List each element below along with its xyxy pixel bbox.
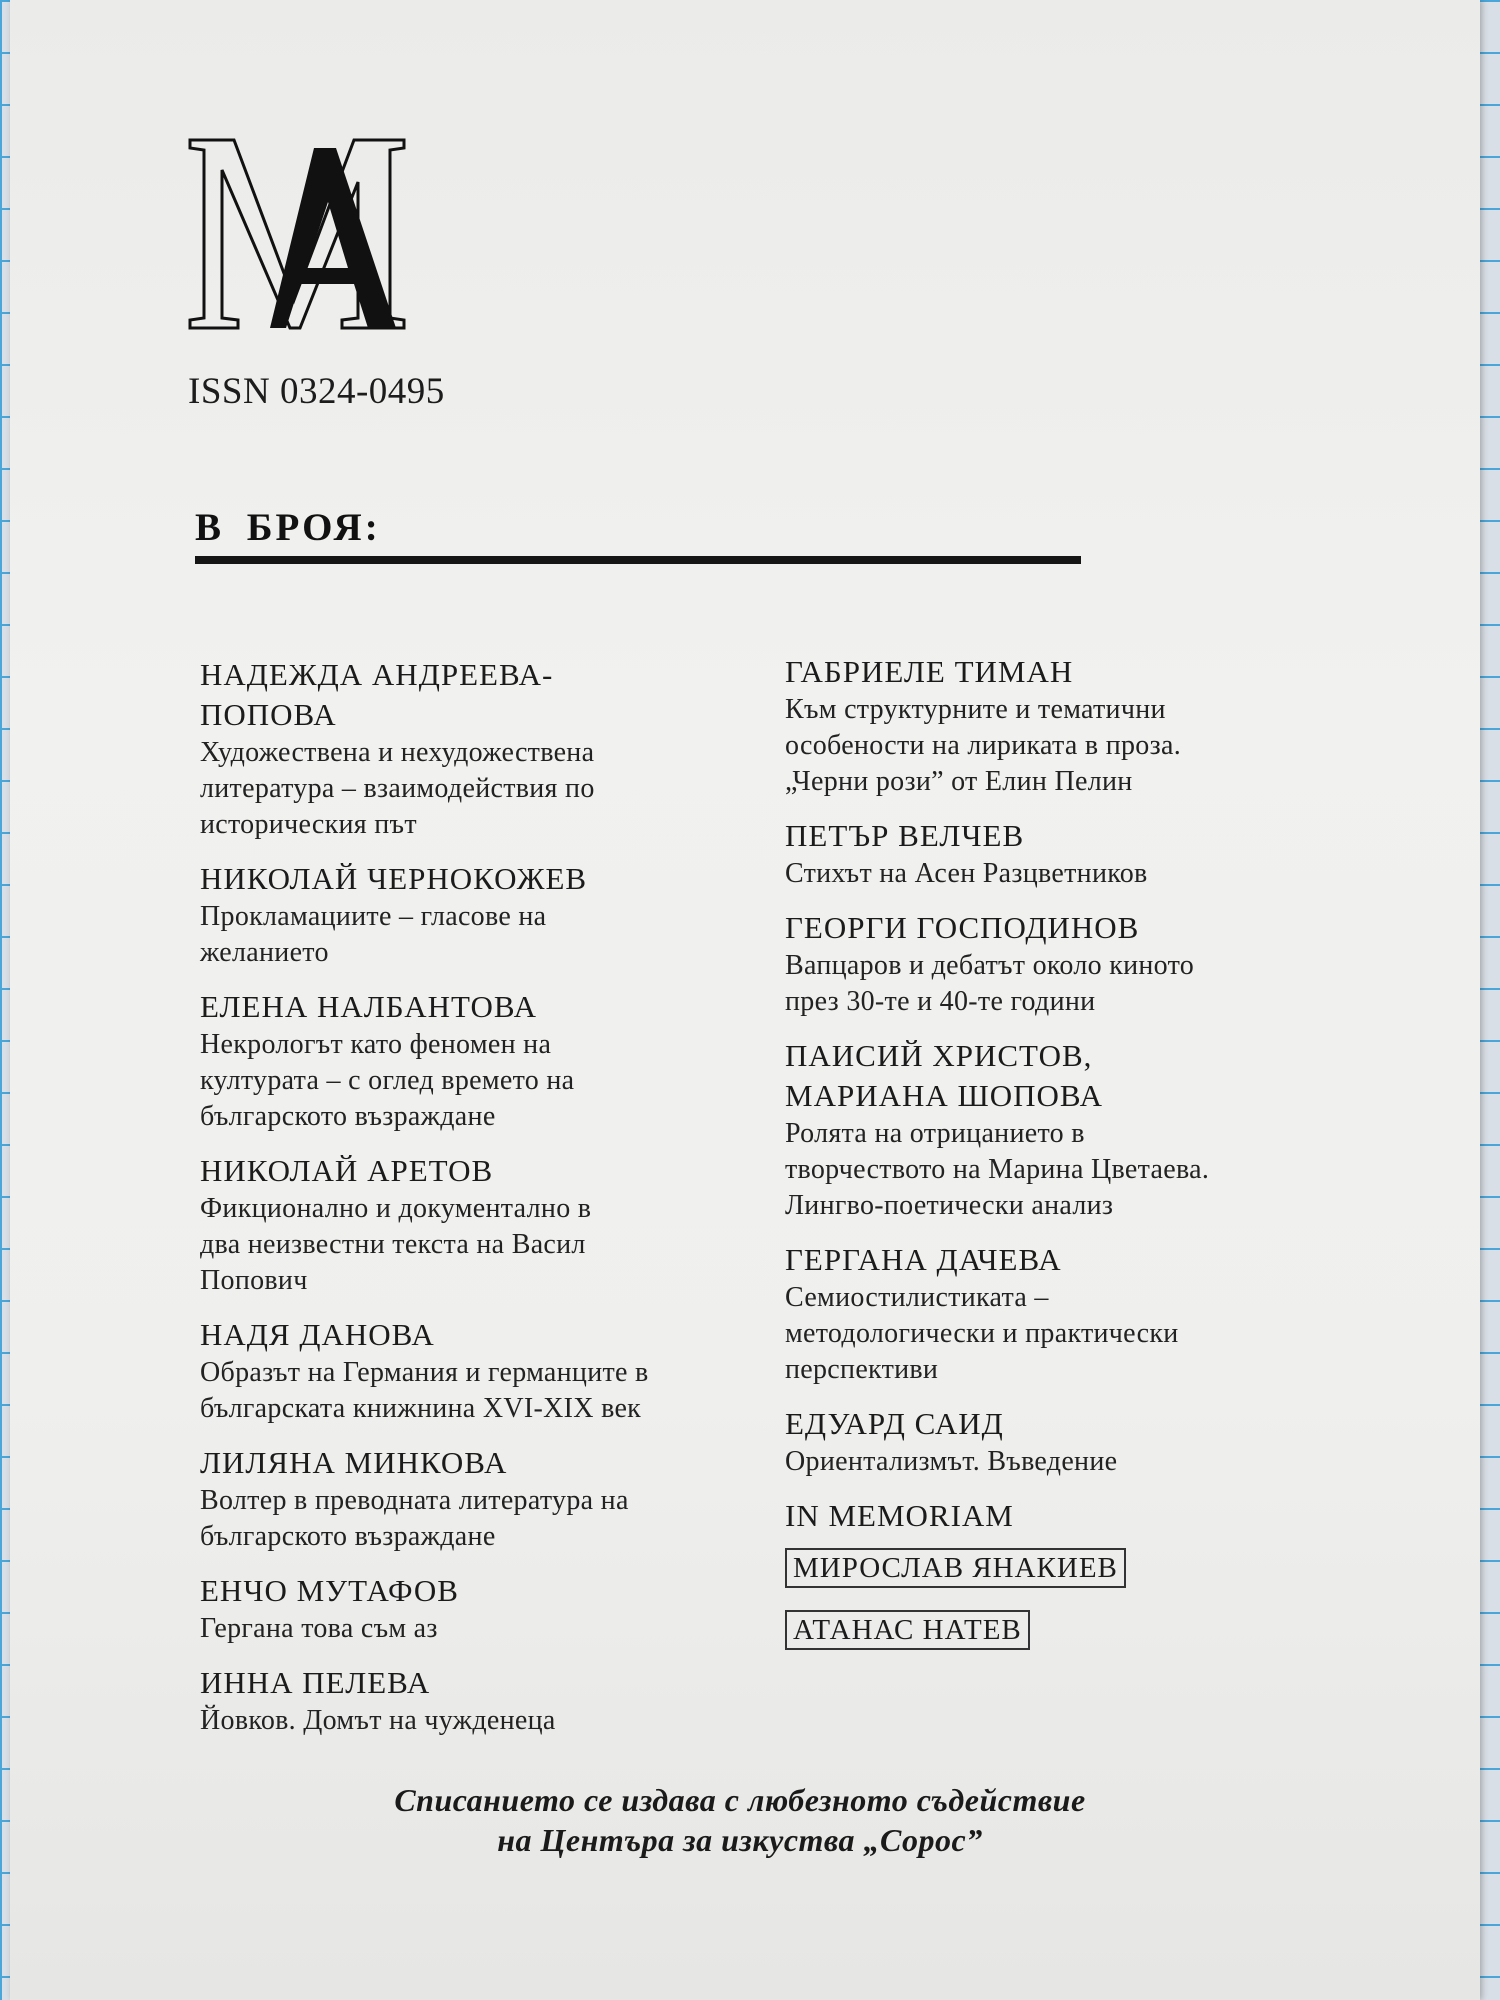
author-name: ПАИСИЙ ХРИСТОВ, МАРИАНА ШОПОВА: [785, 1038, 1104, 1113]
author-name: ГЕРГАНА ДАЧЕВА: [785, 1242, 1062, 1277]
sponsor-note-line: Списанието се издава с любезното съдействие: [394, 1782, 1086, 1818]
article-title: Некрологът като феномен на културата – с оглед времето на българското възраждане: [200, 1029, 575, 1132]
article-title: Образът на Германия и германците в българската книжнина XVI-XIX век: [200, 1357, 649, 1424]
author-name: ЕНЧО МУТАФОВ: [200, 1573, 459, 1608]
author-name: ГЕОРГИ ГОСПОДИНОВ: [785, 910, 1140, 945]
contents-entry: [200, 1443, 760, 1555]
author-name: НАДЯ ДАНОВА: [200, 1317, 435, 1352]
contents-entry: [200, 987, 760, 1135]
contents-entry: [785, 1404, 1365, 1480]
memoriam-name-box: МИРОСЛАВ ЯНАКИЕВ: [785, 1548, 1126, 1588]
article-title: Прокламациите – гласове на желанието: [200, 901, 547, 968]
article-title: Йовков. Домът на чужденеца: [200, 1705, 556, 1736]
article-title: Семиостилистиката – методологически и практически перспективи: [785, 1282, 1179, 1385]
contents-entry: [200, 1571, 760, 1647]
author-name: НАДЕЖДА АНДРЕЕВА- ПОПОВА: [200, 657, 554, 732]
in-memoriam-heading: IN MEMORIAM: [785, 1498, 1014, 1533]
contents-entry: [200, 1663, 760, 1739]
contents-entry: [200, 1151, 760, 1299]
contents-entry: [785, 908, 1365, 1020]
author-name: НИКОЛАЙ ЧЕРНОКОЖЕВ: [200, 861, 588, 896]
article-title: Волтер в преводната литература на българското възраждане: [200, 1485, 629, 1552]
contents-entry: [785, 1240, 1365, 1388]
author-name: ИННА ПЕЛЕВА: [200, 1665, 431, 1700]
issn-number: ISSN 0324-0495: [188, 371, 445, 412]
contents-entry: [785, 816, 1365, 892]
article-title: Художествена и нехудожествена литература – взаимодействия по историческия път: [200, 737, 595, 840]
sponsor-note: [170, 1780, 1310, 1860]
contents-entry: [785, 652, 1365, 800]
contents-entry: [785, 1036, 1365, 1224]
author-name: ЕДУАРД САИД: [785, 1406, 1004, 1441]
contents-entry: [200, 1315, 760, 1427]
contents-left-column: [200, 655, 760, 1755]
back-cover-page: [10, 0, 1480, 2000]
article-title: Вапцаров и дебатът около киното през 30-те и 40-те години: [785, 950, 1195, 1017]
author-name: ПЕТЪР ВЕЛЧЕВ: [785, 818, 1025, 853]
article-title: Фикционално и документално в два неизвестни текста на Васил Попович: [200, 1193, 592, 1296]
heading-rule: [195, 556, 1081, 564]
contents-heading: В БРОЯ:: [195, 506, 381, 549]
memoriam-name-box: АТАНАС НАТЕВ: [785, 1610, 1030, 1650]
sponsor-note-line: на Центъра за изкуства „Сорос”: [497, 1822, 983, 1858]
author-name: ЕЛЕНА НАЛБАНТОВА: [200, 989, 538, 1024]
article-title: Ориентализмът. Въведение: [785, 1446, 1118, 1477]
author-name: ГАБРИЕЛЕ ТИМАН: [785, 654, 1074, 689]
contents-right-column: [785, 652, 1365, 1672]
journal-logo: [182, 130, 412, 340]
contents-entry: [200, 859, 760, 971]
contents-entry: [200, 655, 760, 843]
article-title: Към структурните и тематични особености на лириката в проза. „Черни рози” от Елин Пелин: [785, 694, 1181, 797]
article-title: Стихът на Асен Разцветников: [785, 858, 1148, 889]
article-title: Гергана това съм аз: [200, 1613, 438, 1644]
author-name: ЛИЛЯНА МИНКОВА: [200, 1445, 508, 1480]
author-name: НИКОЛАЙ АРЕТОВ: [200, 1153, 494, 1188]
article-title: Ролята на отрицанието в творчеството на Марина Цветаева. Лингво-поетически анализ: [785, 1118, 1210, 1221]
